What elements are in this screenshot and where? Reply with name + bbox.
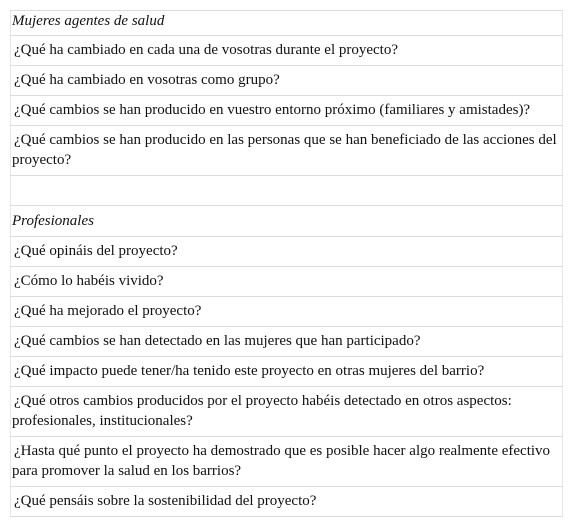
table-row [11, 357, 563, 387]
question-cell: ¿Qué cambios se han producido en vuestro entorno próximo (familiares y amistades)? [11, 96, 563, 126]
table-row [11, 96, 563, 126]
table-row [11, 487, 563, 517]
questions-table [10, 10, 563, 517]
table-row [11, 66, 563, 96]
table-row [11, 36, 563, 66]
table-row-empty [11, 176, 563, 206]
empty-cell [11, 176, 563, 206]
section-title-agentes: Mujeres agentes de salud [11, 11, 563, 36]
question-cell: ¿Cómo lo habéis vivido? [11, 267, 563, 297]
table-row [11, 11, 563, 36]
question-cell: ¿Hasta qué punto el proyecto ha demostrado que es posible hacer algo realmente efectivo para promover la salud en los barrios? [11, 437, 563, 487]
table-row [11, 437, 563, 487]
question-cell: ¿Qué cambios se han detectado en las mujeres que han participado? [11, 327, 563, 357]
question-cell: ¿Qué ha mejorado el proyecto? [11, 297, 563, 327]
table-row [11, 327, 563, 357]
question-cell: ¿Qué cambios se han producido en las personas que se han beneficiado de las acciones del proyecto? [11, 126, 563, 176]
table-row [11, 237, 563, 267]
table-row [11, 126, 563, 176]
table-row [11, 297, 563, 327]
question-cell: ¿Qué opináis del proyecto? [11, 237, 563, 267]
question-cell: ¿Qué ha cambiado en vosotras como grupo? [11, 66, 563, 96]
table-row [11, 267, 563, 297]
question-cell: ¿Qué otros cambios producidos por el proyecto habéis detectado en otros aspectos: profesionales, institucionales? [11, 387, 563, 437]
table-row [11, 206, 563, 237]
table-row [11, 387, 563, 437]
question-cell: ¿Qué impacto puede tener/ha tenido este proyecto en otras mujeres del barrio? [11, 357, 563, 387]
question-cell: ¿Qué ha cambiado en cada una de vosotras durante el proyecto? [11, 36, 563, 66]
question-cell: ¿Qué pensáis sobre la sostenibilidad del proyecto? [11, 487, 563, 517]
section-title-profesionales: Profesionales [11, 206, 563, 237]
